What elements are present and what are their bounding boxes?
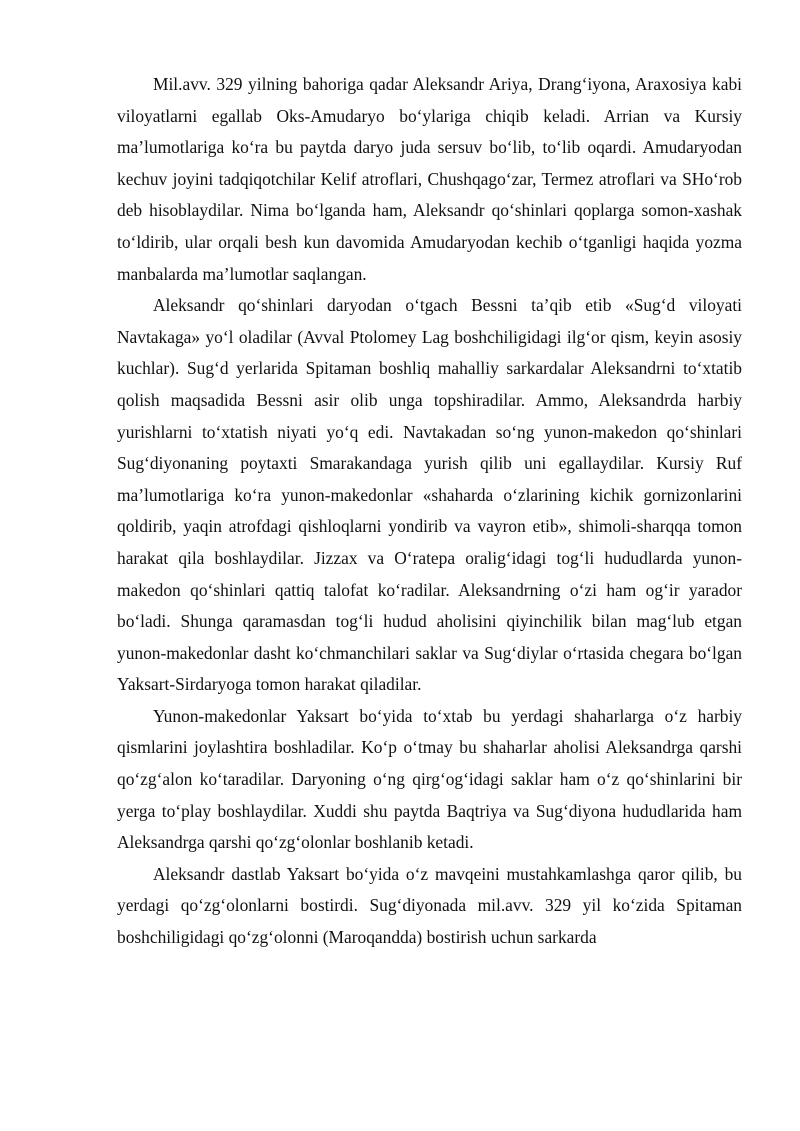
- paragraph-2: Aleksandr qo‘shinlari daryodan o‘tgach Bessni ta’qib etib «Sug‘d viloyati Navtakaga» yo‘l oladilar (Avval Ptolomey Lag boshchiligidagi ilg‘or qism, keyin asosiy kuchlar). Sug‘d yerlarida Spitaman boshliq mahalliy sarkardalar Aleksandrni to‘xtatib qolish maqsadida Bessni asir olib unga topshiradilar. Ammo, Aleksandrda harbiy yurishlarni to‘xtatish niyati yo‘q edi. Navtakadan so‘ng yunon-makedon qo‘shinlari Sug‘diyonaning poytaxti Smarakandaga yurish qilib uni egallaydilar. Kursiy Ruf ma’lumotlariga ko‘ra yunon-makedonlar «shaharda o‘zlarining kichik gornizonlarini qoldirib, yaqin atrofdagi qishloqlarni yondirib va vayron etib», shimoli-sharqqa tomon harakat qila boshlaydilar. Jizzax va O‘ratepa oralig‘idagi tog‘li hududlarda yunon-makedon qo‘shinlari qattiq talofat ko‘radilar. Aleksandrning o‘zi ham og‘ir yarador bo‘ladi. Shunga qaramasdan tog‘li hudud aholisini qiyinchilik bilan mag‘lub etgan yunon-makedonlar dasht ko‘chmanchilari saklar va Sug‘diylar o‘rtasida chegara bo‘lgan Yaksart-Sirdaryoga tomon harakat qiladilar.: [117, 295, 742, 695]
- document-body: [117, 69, 742, 954]
- paragraph-3: Yunon-makedonlar Yaksart bo‘yida to‘xtab bu yerdagi shaharlarga o‘z harbiy qismlarini joylashtira boshladilar. Ko‘p o‘tmay bu shaharlar aholisi Aleksandrga qarshi qo‘zg‘alon ko‘taradilar. Daryoning o‘ng qirg‘og‘idagi saklar ham o‘z qo‘shinlarini bir yerga to‘play boshlaydilar. Xuddi shu paytda Baqtriya va Sug‘diyona hududlarida ham Aleksandrga qarshi qo‘zg‘olonlar boshlanib ketadi.: [117, 705, 742, 853]
- paragraph-1: Mil.avv. 329 yilning bahoriga qadar Aleksandr Ariya, Drang‘iyona, Araxosiya kabi viloyatlarni egallab Oks-Amudaryo bo‘ylariga chiqib keladi. Arrian va Kursiy ma’lumotlariga ko‘ra bu paytda daryo juda sersuv bo‘lib, to‘lib oqardi. Amudaryodan kechuv joyini tadqiqotchilar Kelif atroflari, Chushqago‘zar, Termez atroflari va SHo‘rob deb hisoblaydilar. Nima bo‘lganda ham, Aleksandr qo‘shinlari qoplarga somon-xashak to‘ldirib, ular orqali besh kun davomida Amudaryodan kechib o‘tganligi haqida yozma manbalarda ma’lumotlar saqlangan.: [117, 74, 742, 284]
- paragraph-4: Aleksandr dastlab Yaksart bo‘yida o‘z mavqeini mustahkamlashga qaror qilib, bu yerdagi qo‘zg‘olonlarni bostirdi. Sug‘diyonada mil.avv. 329 yil ko‘zida Spitaman boshchiligidagi qo‘zg‘olonni (Maroqandda) bostirish uchun sarkarda: [117, 863, 742, 948]
